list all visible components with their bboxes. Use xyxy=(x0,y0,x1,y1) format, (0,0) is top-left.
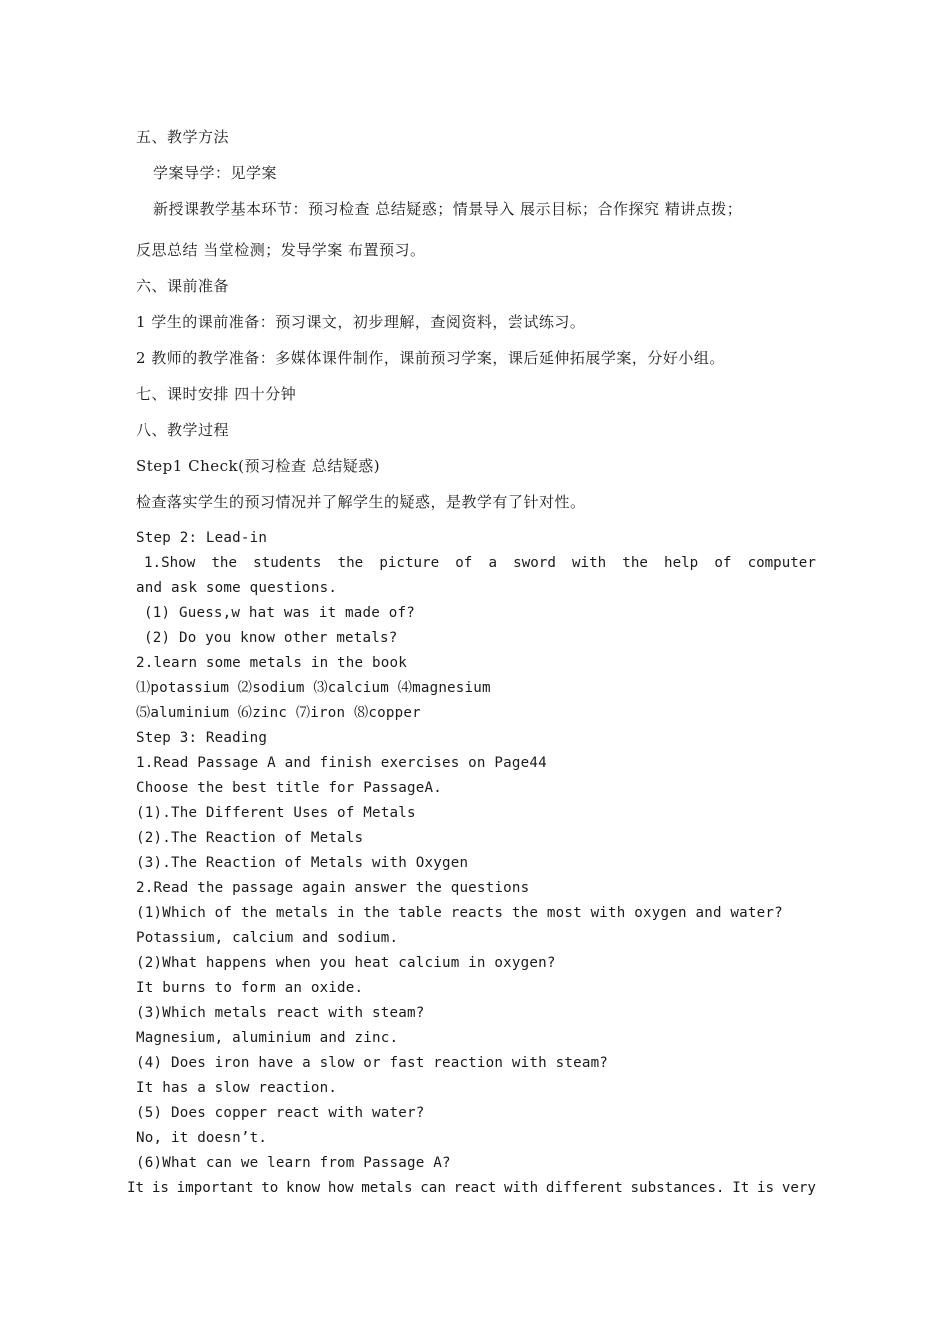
closing-paragraph-word: important xyxy=(176,1180,254,1196)
closing-paragraph-word: know xyxy=(286,1180,321,1196)
step2-question-1: (1) Guess,w hat was it made of? xyxy=(144,605,415,621)
step2-item-1-word: help xyxy=(664,555,699,571)
step2-item-2: 2.learn some metals in the book xyxy=(136,655,407,671)
closing-paragraph-word: different xyxy=(545,1180,623,1196)
step2-item-1-word: the xyxy=(622,555,648,571)
section-5-line-1: 学案导学：见学案 xyxy=(153,164,278,182)
step2-item-1-word: the xyxy=(211,555,237,571)
section-5-heading: 五、教学方法 xyxy=(136,128,230,146)
step2-item-1-word: with xyxy=(572,555,607,571)
section-5-line-3: 反思总结 当堂检测；发导学案 布置预习。 xyxy=(136,241,426,259)
section-6-line-2: 2 教师的教学准备：多媒体课件制作，课前预习学案，课后延伸拓展学案，分好小组。 xyxy=(136,349,725,367)
title-option-2: (2).The Reaction of Metals xyxy=(136,830,364,846)
closing-paragraph-word: It xyxy=(127,1180,145,1196)
step2-question-2: (2) Do you know other metals? xyxy=(144,630,398,646)
step3-item-1: 1.Read Passage A and finish exercises on Page44 xyxy=(136,755,547,771)
closing-paragraph-line xyxy=(127,1178,816,1198)
question-2: (2)What happens when you heat calcium in oxygen? xyxy=(136,955,556,971)
section-6-heading: 六、课前准备 xyxy=(136,277,230,295)
step1-description: 检查落实学生的预习情况并了解学生的疑惑，是教学有了针对性。 xyxy=(136,493,586,511)
closing-paragraph-word: can xyxy=(420,1180,446,1196)
closing-paragraph-word: react xyxy=(453,1180,497,1196)
step3-heading: Step 3: Reading xyxy=(136,730,268,746)
title-option-3: (3).The Reaction of Metals with Oxygen xyxy=(136,855,469,871)
step2-item-1-word: of xyxy=(455,555,473,571)
closing-paragraph-word: how xyxy=(327,1180,354,1196)
step3-choose-title: Choose the best title for PassageA. xyxy=(136,780,442,796)
title-option-1: (1).The Different Uses of Metals xyxy=(136,805,416,821)
answer-5: No, it doesn’t. xyxy=(136,1130,268,1146)
answer-3: Magnesium, aluminium and zinc. xyxy=(136,1030,399,1046)
closing-paragraph-word: metals xyxy=(361,1180,413,1196)
metals-list-row-1: ⑴potassium ⑵sodium ⑶calcium ⑷magnesium xyxy=(136,680,491,696)
step3-item-2: 2.Read the passage again answer the questions xyxy=(136,880,530,896)
step2-item-1-word: students xyxy=(253,555,322,571)
question-6: (6)What can we learn from Passage A? xyxy=(136,1155,451,1171)
step2-item-1-word: picture xyxy=(379,555,440,571)
step2-item-1-word: sword xyxy=(513,555,556,571)
answer-4: It has a slow reaction. xyxy=(136,1080,338,1096)
step2-item-1-word: computer xyxy=(747,555,816,571)
question-5: (5) Does copper react with water? xyxy=(136,1105,425,1121)
closing-paragraph-word: with xyxy=(504,1180,539,1196)
step2-item-1-word: of xyxy=(714,555,732,571)
closing-paragraph-word: is xyxy=(151,1180,169,1196)
answer-1: Potassium, calcium and sodium. xyxy=(136,930,399,946)
closing-paragraph-word: is xyxy=(757,1180,775,1196)
section-6-line-1: 1 学生的课前准备：预习课文，初步理解，查阅资料，尝试练习。 xyxy=(136,313,586,331)
question-4: (4) Does iron have a slow or fast reaction with steam? xyxy=(136,1055,609,1071)
step2-item-1 xyxy=(144,553,816,573)
answer-2: It burns to form an oxide. xyxy=(136,980,364,996)
step2-item-1-word: 1.Show xyxy=(144,555,196,571)
closing-paragraph-word: to xyxy=(261,1180,279,1196)
question-3: (3)Which metals react with steam? xyxy=(136,1005,425,1021)
step2-heading: Step 2: Lead-in xyxy=(136,530,268,546)
question-1: (1)Which of the metals in the table reacts the most with oxygen and water? xyxy=(136,905,783,921)
step2-item-1-word: a xyxy=(488,555,498,571)
section-8-heading: 八、教学过程 xyxy=(136,421,230,439)
closing-paragraph-word: very xyxy=(781,1180,816,1196)
closing-paragraph-word: It xyxy=(732,1180,750,1196)
closing-paragraph-word: substances. xyxy=(630,1180,725,1196)
metals-list-row-2: ⑸aluminium ⑹zinc ⑺iron ⑻copper xyxy=(136,705,421,721)
step2-item-1-word: the xyxy=(337,555,364,571)
step1-heading: Step1 Check(预习检查 总结疑惑) xyxy=(136,457,381,475)
section-7-heading: 七、课时安排 四十分钟 xyxy=(136,385,297,403)
step2-item-1-continued: and ask some questions. xyxy=(136,580,338,596)
section-5-line-2: 新授课教学基本环节：预习检查 总结疑惑；情景导入 展示目标；合作探究 精讲点拨； xyxy=(153,200,743,218)
